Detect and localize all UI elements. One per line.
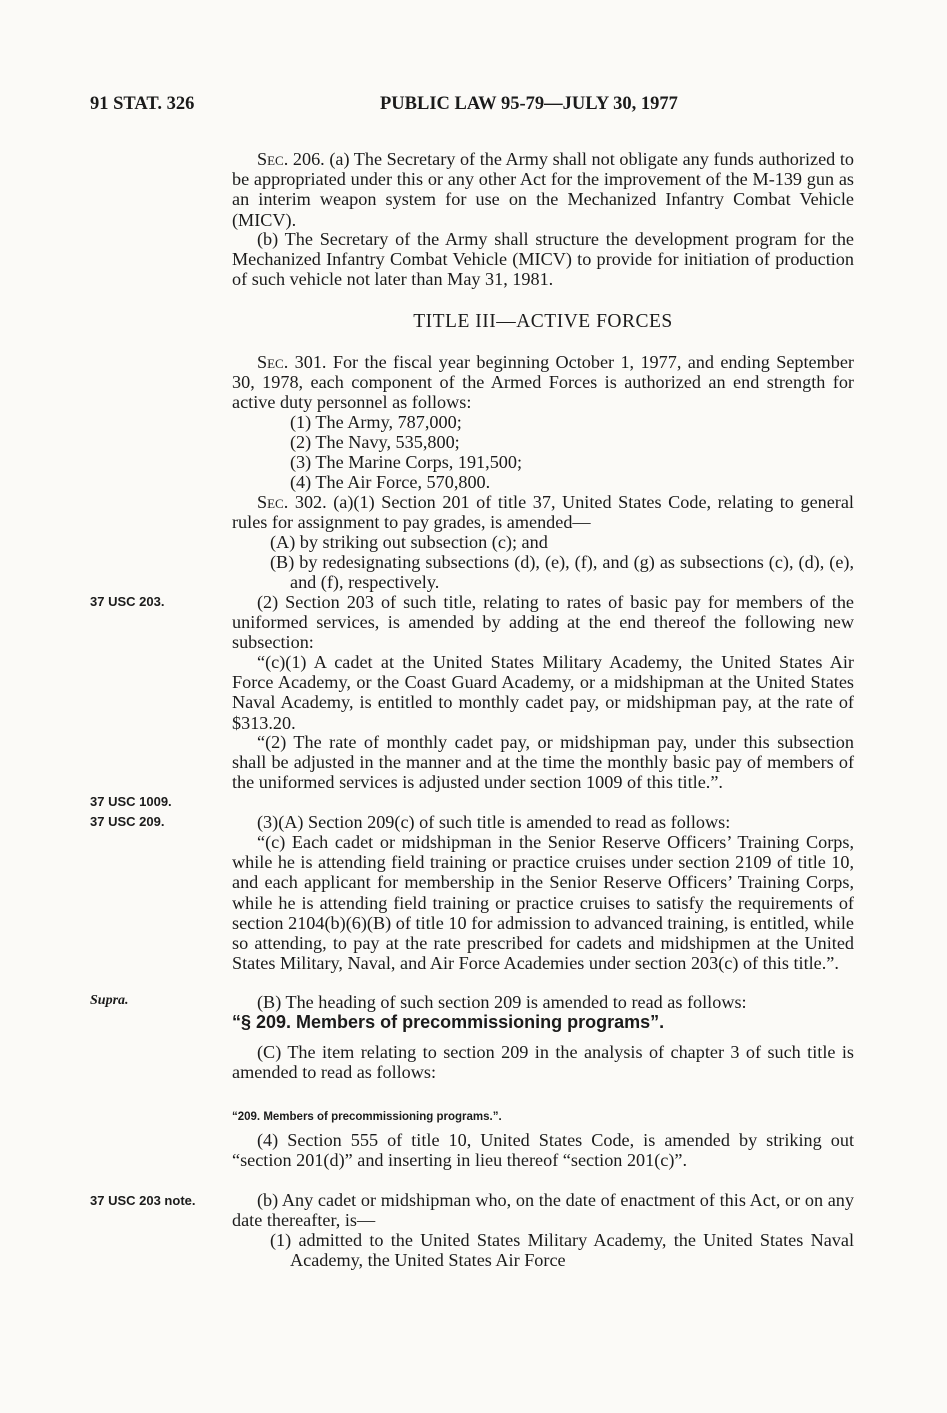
margin-note: 37 USC 203.: [90, 594, 165, 609]
subsection-c1: “(c)(1) A cadet at the United States Military Academy, the United States Air Force Academy, or the Coast Guard Academy, or a midshipman at the United States Naval Academy, is entitled to monthly cadet pay, or midshipman pay, at the rate of $313.20.: [232, 652, 854, 733]
margin-note: 37 USC 203 note.: [90, 1193, 196, 1208]
sec-302-a3C: (C) The item relating to section 209 in the analysis of chapter 3 of such title is amended to read as follows:: [232, 1042, 854, 1083]
sec-label: Sec.: [257, 149, 289, 169]
sec-302-a4: (4) Section 555 of title 10, United States Code, is amended by striking out “section 201(d)” and inserting in lieu thereof “section 201(c)”.: [232, 1130, 854, 1171]
list-item: (1) The Army, 787,000;: [290, 412, 462, 432]
title-heading: TITLE III—ACTIVE FORCES: [413, 311, 673, 332]
sec-302-B: (B) by redesignating subsections (d), (e), (f), and (g) as subsections (c), (d), (e), and (f), respectively.: [270, 552, 854, 593]
sec-label: Sec.: [257, 492, 289, 512]
section-heading: “§ 209. Members of precommissioning programs”.: [232, 1012, 665, 1032]
statute-citation: 91 STAT. 326: [90, 94, 195, 114]
sec-206-b: (b) The Secretary of the Army shall structure the development program for the Mechanized Infantry Combat Vehicle (MICV) to provide for initiation of production of such vehicle not later than May 31, 1981.: [232, 229, 854, 290]
list-item: (2) The Navy, 535,800;: [290, 432, 460, 452]
sec-302-A: (A) by striking out subsection (c); and: [270, 532, 548, 552]
subsection-c2: “(2) The rate of monthly cadet pay, or midshipman pay, under this subsection shall be adjusted in the manner and at the time the monthly basic pay of members of the uniformed services is adjusted under section 1009 of this title.”.: [232, 732, 854, 793]
sec-label: Sec.: [257, 352, 289, 372]
margin-note: 37 USC 1009.: [90, 794, 172, 809]
running-title: PUBLIC LAW 95-79—JULY 30, 1977: [380, 94, 678, 114]
list-item: (4) The Air Force, 570,800.: [290, 472, 491, 492]
margin-note: Supra.: [90, 993, 129, 1008]
analysis-item: “209. Members of precommissioning programs.”.: [232, 1111, 502, 1123]
sec-301: [232, 352, 854, 413]
sec-302-a1-text: 302. (a)(1) Section 201 of title 37, United States Code, relating to general rules for assignment to pay grades, is amended—: [232, 492, 854, 533]
sec-302-a1: [232, 492, 854, 532]
sec-302-b: (b) Any cadet or midshipman who, on the date of enactment of this Act, or on any date thereafter, is—: [232, 1190, 854, 1231]
sec-302-a3B: (B) The heading of such section 209 is amended to read as follows:: [257, 992, 747, 1012]
sec-206-a-text: 206. (a) The Secretary of the Army shall not obligate any funds authorized to be appropriated under this or any other Act for the improvement of the M-139 gun as an interim weapon system for use on the Mechanized Infantry Combat Vehicle (MICV).: [232, 149, 854, 230]
sec-302-a2: (2) Section 203 of such title, relating to rates of basic pay for members of the uniformed services, is amended by adding at the end thereof the following new subsection:: [232, 592, 854, 653]
subsection-209c: “(c) Each cadet or midshipman in the Senior Reserve Officers’ Training Corps, while he is attending field training or practice cruises under section 2109 of title 10, and each applicant for membership in the Senior Reserve Officers’ Training Corps, while he is attending field training or practice cruises to satisfy the requirements of section 2104(b)(6)(B) of title 10 for admission to advanced training, is entitled, while so attending, to pay at the rate prescribed for cadets and midshipmen at the United States Military, Naval, and Air Force Academies under section 203(c) of this title.”.: [232, 832, 854, 974]
sec-302-b1: (1) admitted to the United States Military Academy, the United States Naval Academy, the United States Air Force: [270, 1230, 854, 1271]
page-header: [0, 94, 947, 122]
margin-note: 37 USC 209.: [90, 814, 165, 829]
list-item: (3) The Marine Corps, 191,500;: [290, 452, 523, 472]
sec-301-text: 301. For the fiscal year beginning October 1, 1977, and ending September 30, 1978, each component of the Armed Forces is authorized an end strength for active duty personnel as follows:: [232, 352, 854, 413]
sec-206-a: [232, 149, 854, 230]
sec-302-a3A: (3)(A) Section 209(c) of such title is amended to read as follows:: [257, 812, 731, 832]
